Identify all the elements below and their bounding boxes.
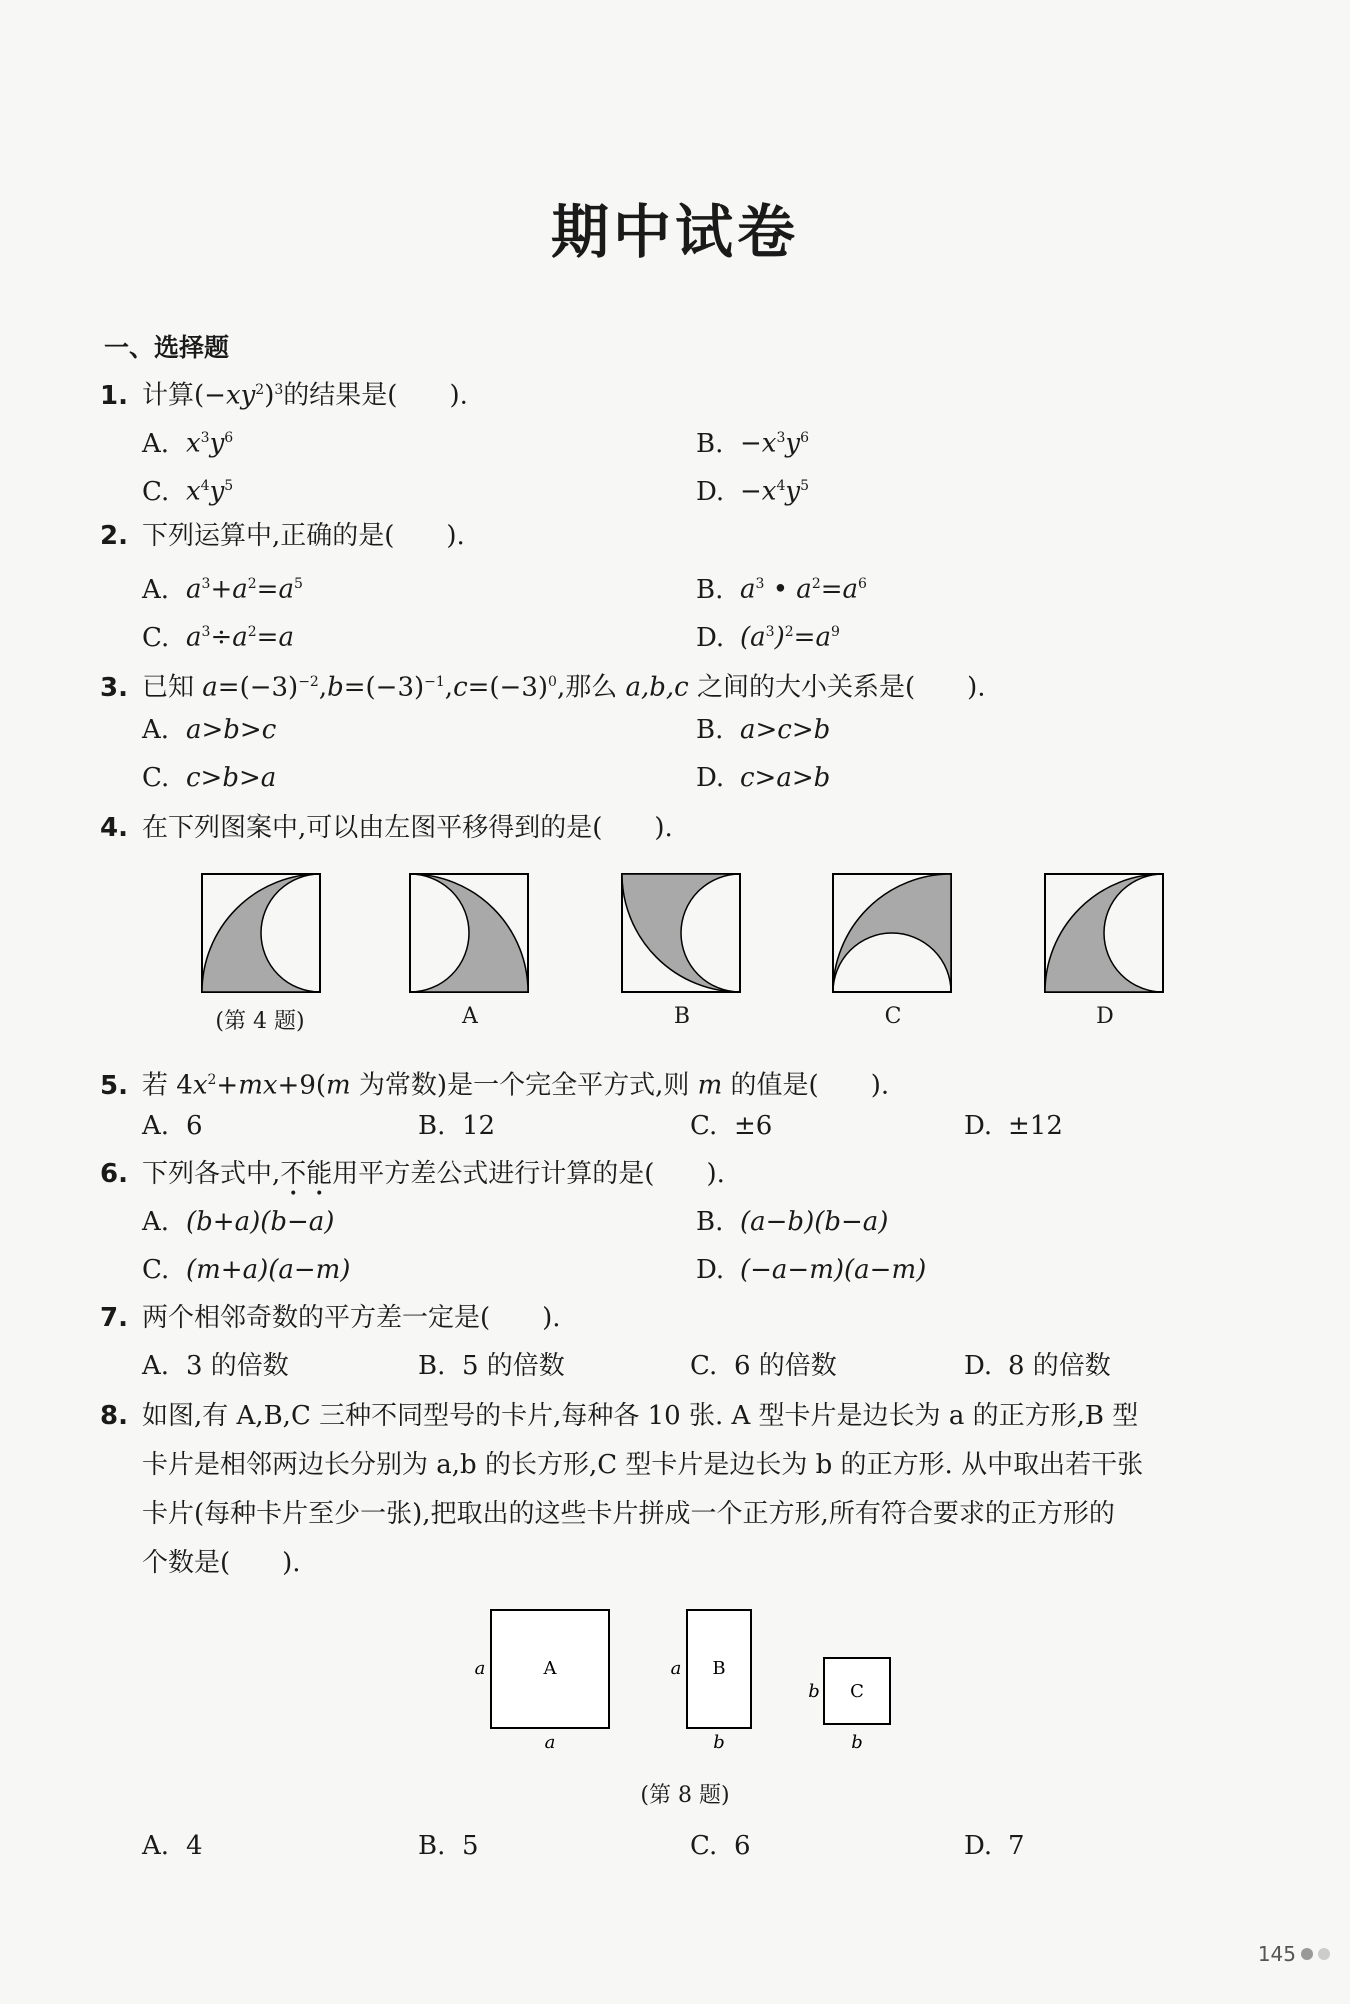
q4-figure-d: [1045, 874, 1163, 992]
section-heading: 一、选择题: [104, 333, 230, 362]
q8-option-b[interactable]: B. 5: [418, 1831, 479, 1861]
svg-text:a: a: [670, 1658, 682, 1679]
q2-option-c[interactable]: C. $a^3\div a^2=a$: [142, 622, 294, 653]
question-4: 4. 在下列图案中,可以由左图平移得到的是( ).: [100, 813, 673, 843]
dot-icon: [1318, 1948, 1330, 1960]
q6-option-d[interactable]: D. (−a−m)(a−m): [696, 1255, 927, 1285]
q4-caption-c: C: [884, 1004, 902, 1029]
svg-text:a: a: [474, 1658, 486, 1679]
q8-cards-figure: [460, 1600, 920, 1760]
question-1: 1. 计算$(-xy^2)^3$的结果是( ).: [100, 372, 468, 414]
q6-option-c[interactable]: C. (m+a)(a−m): [142, 1255, 351, 1285]
q8-option-d[interactable]: D. 7: [964, 1831, 1025, 1861]
question-7: 7. 两个相邻奇数的平方差一定是( ).: [100, 1303, 561, 1333]
question-number: 1.: [100, 380, 128, 411]
q4-figure-a: [410, 874, 528, 992]
q5-option-a[interactable]: A. 6: [142, 1111, 203, 1141]
question-8: 8. 如图,有 A,B,C 三种不同型号的卡片,每种各 10 张. A 型卡片是边长为 a 的正方形,B 型 卡片是相邻两边长分别为 a,b 的长方形,C 型卡片是边长为 b 的正方形. 从中取出若干张 卡片(每种卡片至少一张),把取出的这些卡片拼成一个正方形,所有符合要求的正方形的 个数是( ).: [100, 1401, 1144, 1578]
q3-option-a[interactable]: A. a>b>c: [142, 715, 277, 745]
card-a: [475, 1610, 609, 1753]
q5-option-b[interactable]: B. 12: [418, 1111, 496, 1141]
q4-figures: [200, 872, 1200, 1000]
svg-text:b: b: [713, 1732, 725, 1753]
q5-option-c[interactable]: C. ±6: [690, 1111, 773, 1141]
q4-caption-b: B: [673, 1004, 691, 1029]
q4-caption-a: A: [462, 1004, 478, 1029]
q8-option-a[interactable]: A. 4: [142, 1831, 203, 1861]
q3-option-b[interactable]: B. a>c>b: [696, 715, 831, 745]
svg-text:a: a: [544, 1732, 556, 1753]
q8-caption: (第 8 题): [640, 1783, 730, 1808]
q8-option-c[interactable]: C. 6: [690, 1831, 751, 1861]
page-number: 145: [1257, 1942, 1296, 1966]
svg-text:b: b: [808, 1681, 820, 1702]
q2-option-a[interactable]: A. $a^3+a^2=a^5$: [142, 574, 303, 605]
q6-option-a[interactable]: A. (b+a)(b−a): [142, 1207, 335, 1237]
q2-option-d[interactable]: D. $(a^3)^2=a^9$: [696, 622, 840, 653]
q6-option-b[interactable]: B. (a−b)(b−a): [696, 1207, 889, 1237]
svg-text:C: C: [850, 1681, 864, 1702]
svg-text:B: B: [712, 1658, 726, 1679]
card-b: [671, 1610, 751, 1753]
q1-option-a[interactable]: A. $x^3y^6$: [142, 428, 234, 459]
q1-option-b[interactable]: B. $-x^3y^6$: [696, 428, 810, 459]
q4-figure-c: [833, 874, 951, 992]
q5-option-d[interactable]: D. ±12: [964, 1111, 1063, 1141]
emphasis-dot-char: 能: [306, 1159, 333, 1189]
q1-option-d[interactable]: D. $-x^4y^5$: [696, 476, 810, 507]
q4-caption-original: (第 4 题): [215, 1009, 305, 1034]
q4-figure-b: [622, 874, 740, 992]
svg-text:A: A: [543, 1658, 557, 1679]
svg-text:b: b: [851, 1732, 863, 1753]
q3-option-d[interactable]: D. c>a>b: [696, 763, 831, 793]
page-footer: [1258, 1942, 1330, 1966]
q1-option-c[interactable]: C. $x^4y^5$: [142, 476, 234, 507]
q7-option-c[interactable]: C. 6 的倍数: [690, 1351, 837, 1381]
q2-option-b[interactable]: B. $a^3$ • $a^2=a^6$: [696, 574, 867, 605]
question-3: 3. 已知 $a=(-3)^{-2},b=(-3)^{-1},c=(-3)^0$,那么 a,b,c 之间的大小关系是( ).: [100, 672, 986, 703]
q7-option-b[interactable]: B. 5 的倍数: [418, 1351, 565, 1381]
q4-figure-original: [202, 874, 320, 992]
question-2: 2. 下列运算中,正确的是( ).: [100, 521, 465, 551]
q7-option-a[interactable]: A. 3 的倍数: [142, 1351, 289, 1381]
emphasis-dot-char: 不: [280, 1159, 307, 1189]
question-5: 5. 若 $4x^2+mx+9(m$ 为常数)是一个完全平方式,则 m 的值是( ).: [100, 1070, 890, 1101]
q3-option-c[interactable]: C. c>b>a: [142, 763, 277, 793]
page-title: 期中试卷: [550, 198, 799, 266]
question-6: 6. 下列各式中,不能用平方差公式进行计算的是( ).: [100, 1156, 725, 1192]
q4-caption-d: D: [1096, 1004, 1114, 1029]
q7-option-d[interactable]: D. 8 的倍数: [964, 1351, 1111, 1381]
card-c: [808, 1658, 890, 1753]
dot-icon: [1301, 1948, 1313, 1960]
